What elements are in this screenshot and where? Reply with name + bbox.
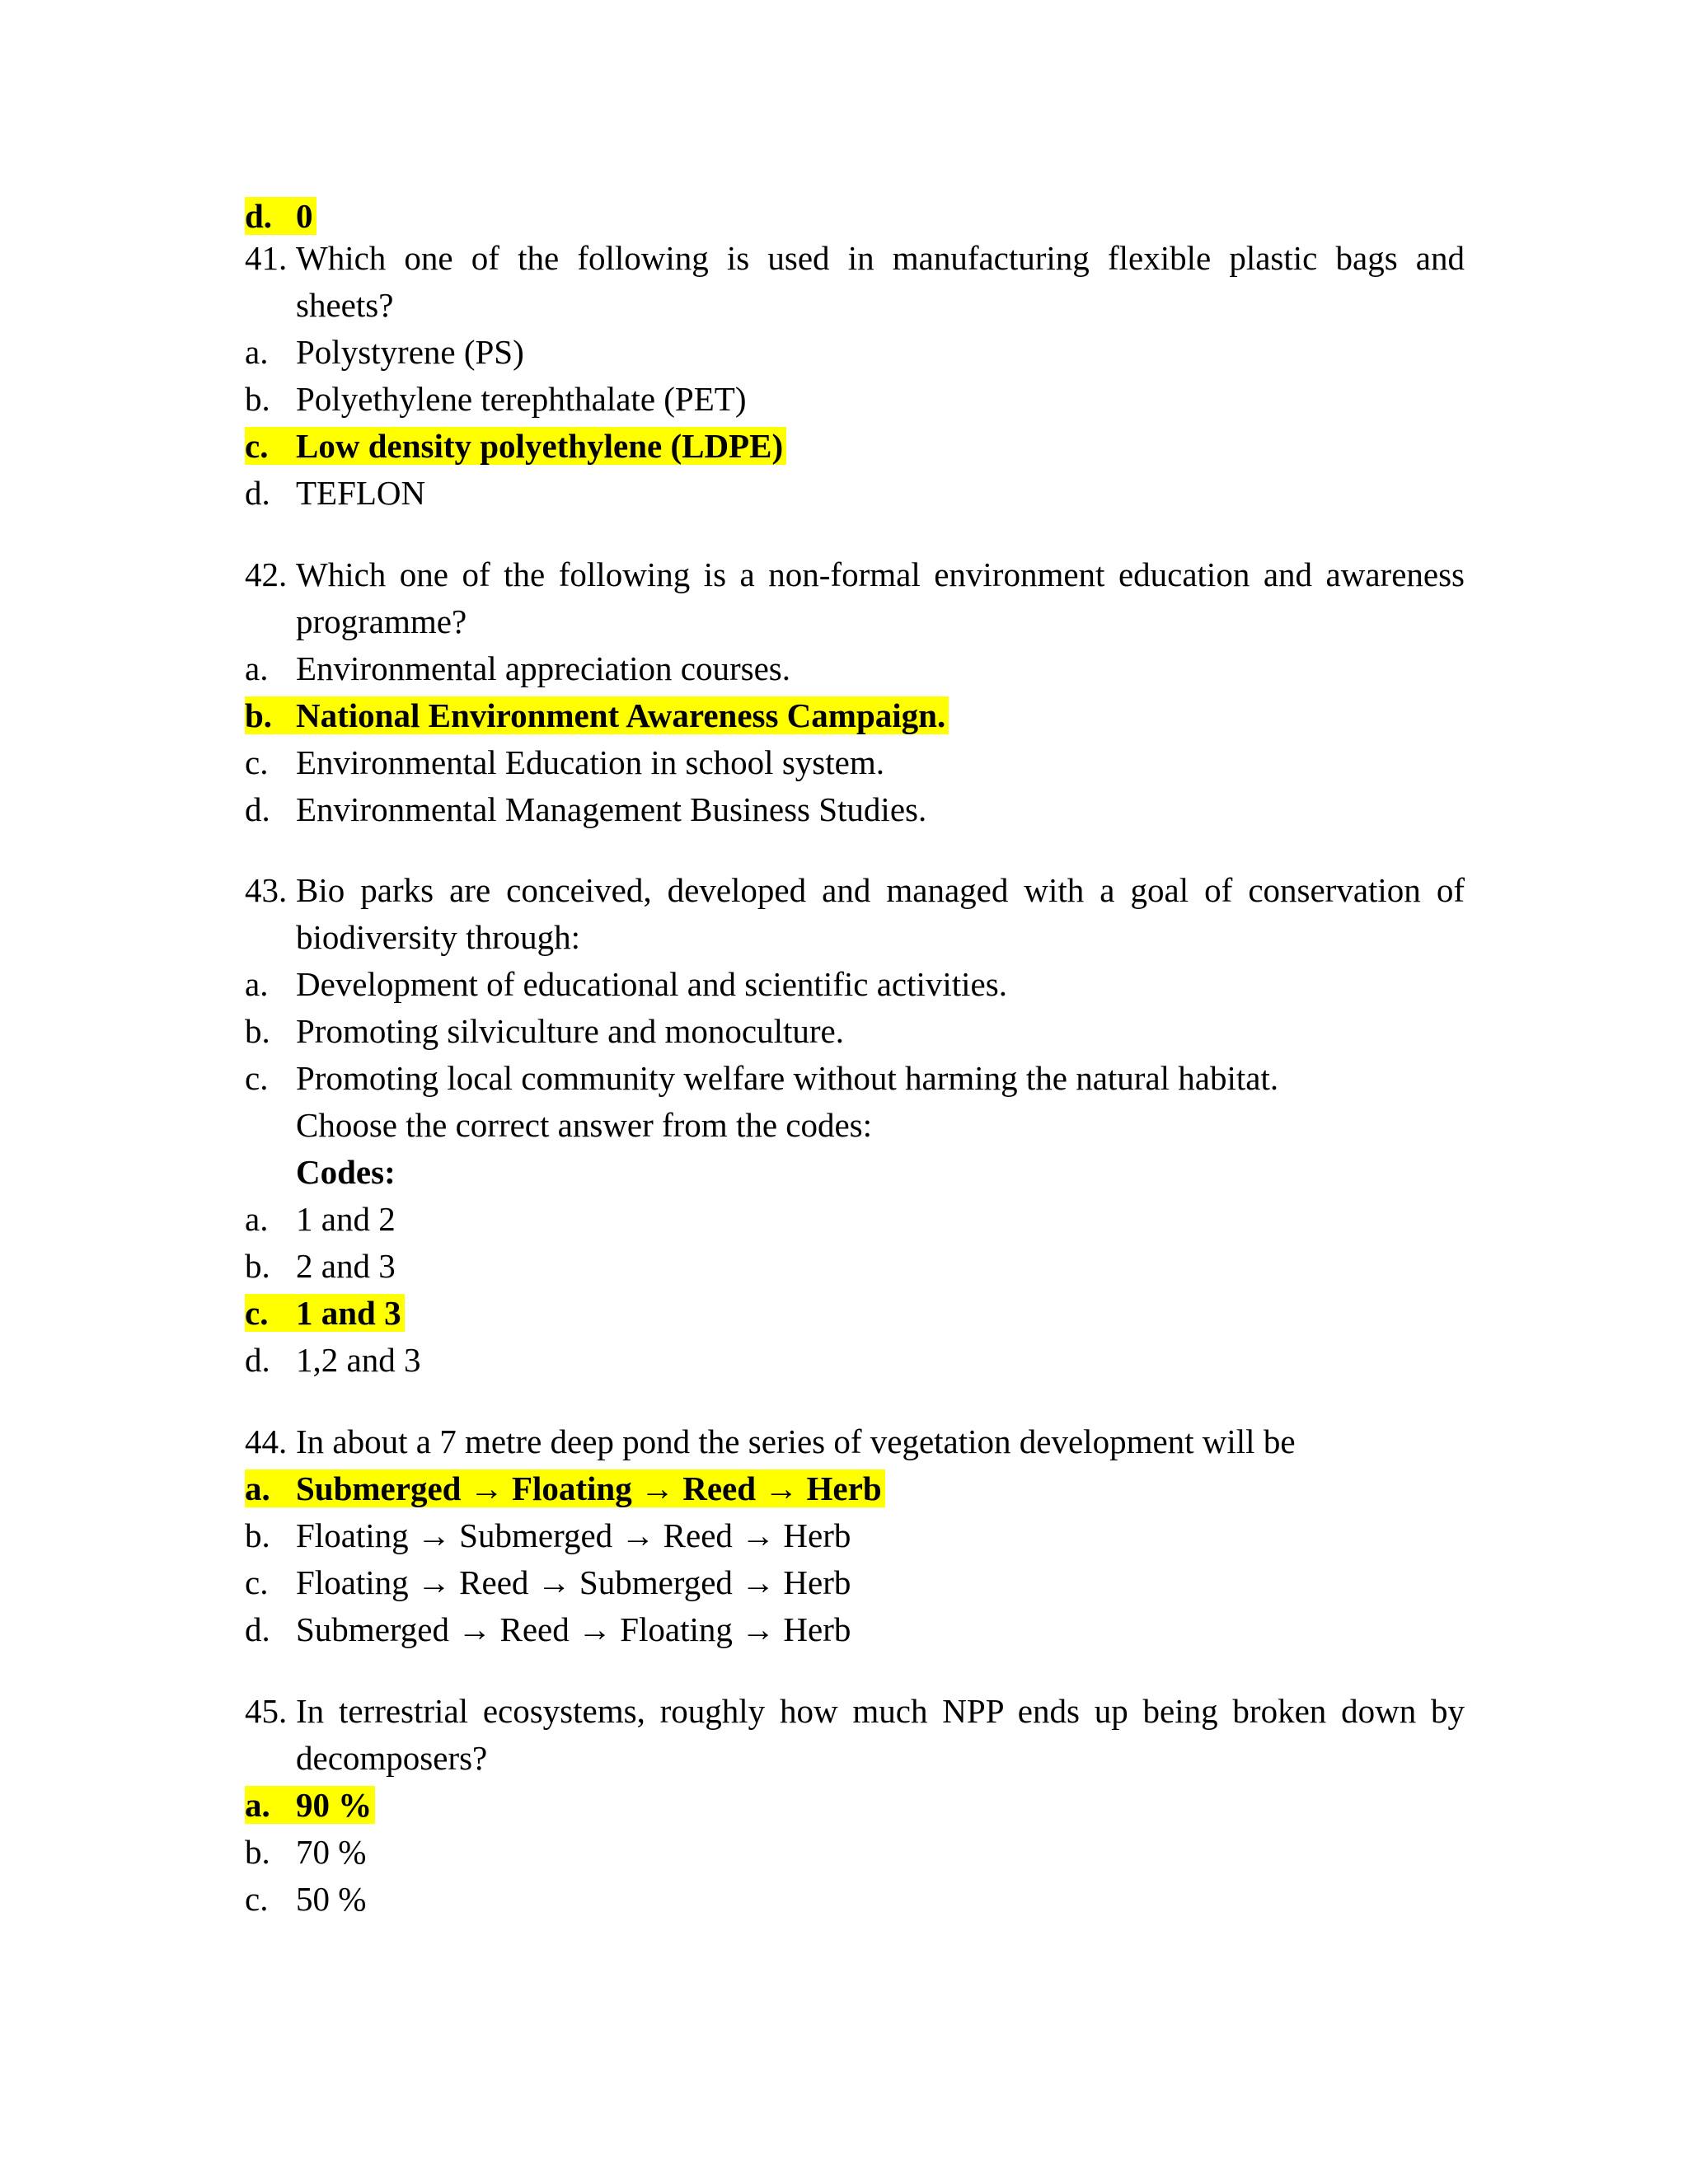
question-number: 41.: [245, 239, 288, 277]
statement-43-a: [245, 961, 1465, 1007]
question-text: In terrestrial ecosystems, roughly how much NPP ends up being broken down by: [296, 1692, 1465, 1730]
option-text: 1,2 and 3: [296, 1341, 421, 1379]
question-number: 45.: [245, 1692, 288, 1730]
option-letter: d.: [245, 1341, 270, 1379]
option-41-b: [245, 376, 1465, 422]
option-letter: b.: [245, 380, 270, 418]
option-43-b: [245, 1243, 1465, 1289]
codes-label-43: Codes:: [296, 1153, 396, 1191]
option-text: 1 and 2: [296, 1200, 396, 1238]
question-number: 43.: [245, 871, 288, 909]
option-letter: c.: [245, 1563, 269, 1601]
option-text: Submerged → Floating → Reed → Herb: [296, 1469, 882, 1507]
option-text: Low density polyethylene (LDPE): [296, 427, 784, 465]
statement-43-b: [245, 1008, 1465, 1054]
option-45-a-correct: [245, 1782, 1465, 1828]
question-text: In about a 7 metre deep pond the series of vegetation development will be: [296, 1422, 1296, 1460]
question-44-line1: [245, 1418, 1465, 1465]
statement-43-c: [245, 1055, 1465, 1101]
option-letter: c.: [245, 743, 269, 781]
option-42-c: [245, 739, 1465, 785]
option-41-c-correct: [245, 423, 1465, 469]
question-43-line2: biodiversity through:: [296, 918, 581, 956]
option-text: 70 %: [296, 1833, 367, 1871]
option-text: 2 and 3: [296, 1247, 396, 1285]
option-text: Submerged → Reed → Floating → Herb: [296, 1610, 851, 1648]
statement-letter: b.: [245, 1012, 270, 1050]
option-41-a: [245, 329, 1465, 375]
option-text: 1 and 3: [296, 1294, 401, 1332]
option-letter: b.: [245, 696, 273, 734]
option-letter: c.: [245, 1294, 269, 1332]
option-letter: d.: [245, 197, 273, 235]
question-number: 42.: [245, 555, 288, 593]
question-42-line1: [245, 551, 1465, 598]
statement-text: Promoting silviculture and monoculture.: [296, 1012, 845, 1050]
question-43-line1: [245, 867, 1465, 913]
option-text: Floating → Reed → Submerged → Herb: [296, 1563, 851, 1601]
option-letter: a.: [245, 1786, 270, 1824]
option-text: Floating → Submerged → Reed → Herb: [296, 1516, 851, 1554]
option-letter: c.: [245, 427, 269, 465]
option-letter: d.: [245, 790, 270, 828]
option-42-b-correct: [245, 692, 1465, 738]
option-text: 0: [296, 197, 313, 235]
option-letter: b.: [245, 1516, 270, 1554]
option-text: TEFLON: [296, 474, 426, 512]
statement-text: Promoting local community welfare without harming the natural habitat.: [296, 1059, 1279, 1097]
option-45-b: [245, 1829, 1465, 1875]
question-number: 44.: [245, 1422, 288, 1460]
option-letter: a.: [245, 649, 269, 687]
option-text: Environmental appreciation courses.: [296, 649, 790, 687]
question-text: Bio parks are conceived, developed and managed with a goal of conservation of: [296, 871, 1465, 909]
statement-letter: a.: [245, 965, 269, 1003]
question-text: Which one of the following is a non-formal environment education and awareness: [296, 555, 1465, 593]
option-text: 90 %: [296, 1786, 373, 1824]
option-letter: b.: [245, 1833, 270, 1871]
question-41-line1: [245, 235, 1465, 281]
question-45-line2: decomposers?: [296, 1739, 488, 1777]
option-44-a-correct: [245, 1465, 1465, 1511]
statement-letter: c.: [245, 1059, 269, 1097]
option-43-d: [245, 1337, 1465, 1383]
option-43-a: [245, 1196, 1465, 1242]
option-text: 50 %: [296, 1880, 367, 1918]
option-42-d: [245, 786, 1465, 832]
option-letter: d.: [245, 474, 270, 512]
statement-text: Development of educational and scientific activities.: [296, 965, 1007, 1003]
option-text: Environmental Education in school system.: [296, 743, 884, 781]
option-44-b: [245, 1512, 1465, 1558]
question-45-line1: [245, 1688, 1465, 1734]
option-letter: a.: [245, 1200, 269, 1238]
option-text: Polyethylene terephthalate (PET): [296, 380, 747, 418]
option-41-d: [245, 470, 1465, 516]
option-letter: b.: [245, 1247, 270, 1285]
option-text: National Environment Awareness Campaign.: [296, 696, 946, 734]
option-text: Environmental Management Business Studies.: [296, 790, 927, 828]
question-41-line2: sheets?: [296, 286, 394, 324]
option-42-a: [245, 645, 1465, 691]
question-text: Which one of the following is used in manufacturing flexible plastic bags and: [296, 239, 1465, 277]
option-letter: c.: [245, 1880, 269, 1918]
instruction-43: Choose the correct answer from the codes:: [296, 1106, 873, 1144]
option-45-c: [245, 1876, 1465, 1922]
option-44-c: [245, 1559, 1465, 1605]
option-letter: a.: [245, 1469, 270, 1507]
option-letter: d.: [245, 1610, 270, 1648]
option-letter: a.: [245, 333, 269, 371]
carryover-answer: [245, 193, 1465, 239]
option-43-c-correct: [245, 1290, 1465, 1336]
question-42-line2: programme?: [296, 602, 467, 640]
option-44-d: [245, 1606, 1465, 1652]
option-text: Polystyrene (PS): [296, 333, 524, 371]
